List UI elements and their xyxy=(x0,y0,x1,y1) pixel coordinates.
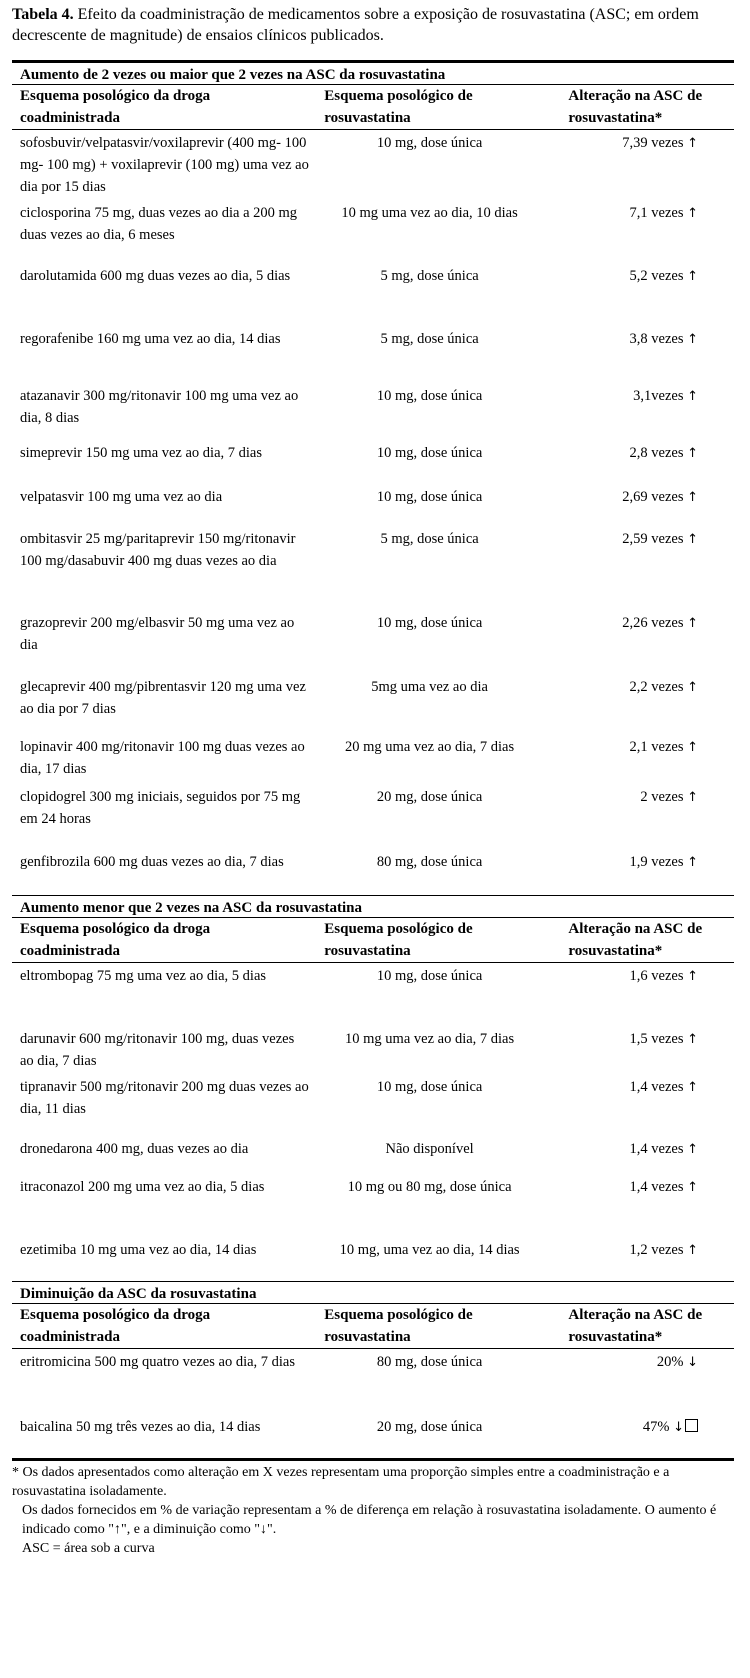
auc-change-value: 1,4 vezes xyxy=(629,1079,684,1095)
table-row xyxy=(12,1349,734,1414)
rosuvastatin-regimen-cell: 10 mg, dose única xyxy=(376,388,483,404)
rosuvastatin-regimen-cell: 5 mg, dose única xyxy=(380,331,479,347)
auc-change-value: 47% xyxy=(642,1419,670,1435)
auc-change-cell xyxy=(549,383,734,440)
table-row xyxy=(12,200,734,263)
drug-regimen-cell: ombitasvir 25 mg/paritaprevir 150 mg/ritonavir 100 mg/dasabuvir 400 mg duas vezes ao dia xyxy=(20,531,296,569)
auc-change-value: 1,2 vezes xyxy=(629,1242,684,1258)
auc-change-value: 2,1 vezes xyxy=(629,739,684,755)
section-title: Aumento de 2 vezes ou maior que 2 vezes na ASC da rosuvastatina xyxy=(12,63,734,85)
rosuvastatin-regimen-cell: 10 mg ou 80 mg, dose única xyxy=(347,1179,512,1195)
auc-change-cell xyxy=(549,849,734,895)
drug-regimen-cell: glecaprevir 400 mg/pibrentasvir 120 mg uma vez ao dia por 7 dias xyxy=(20,679,306,717)
auc-change-cell xyxy=(549,1026,734,1074)
arrow-up-icon: ↑ xyxy=(687,1032,698,1047)
footnote-1: * Os dados apresentados como alteração em X vezes representam uma proporção simples entre a coadministração e a rosuvastatina isoladamente. xyxy=(12,1465,670,1499)
auc-change-cell xyxy=(549,130,734,200)
auc-change-value: 2,26 vezes xyxy=(622,615,684,631)
section-title: Diminuição da ASC da rosuvastatina xyxy=(12,1282,734,1304)
auc-change-cell xyxy=(549,526,734,610)
drug-regimen-cell: ciclosporina 75 mg, duas vezes ao dia a 200 mg duas vezes ao dia, 6 meses xyxy=(20,205,298,243)
column-header: Esquema posológico da droga coadministrada xyxy=(20,1307,211,1345)
auc-change-cell xyxy=(549,1074,734,1136)
table-row xyxy=(12,484,734,526)
auc-change-value: 2,59 vezes xyxy=(622,531,684,547)
arrow-up-icon: ↑ xyxy=(687,790,698,805)
rosuvastatin-regimen-cell: 10 mg, dose única xyxy=(376,135,483,151)
column-header-row xyxy=(12,85,734,130)
arrow-up-icon: ↑ xyxy=(687,446,698,461)
table-section xyxy=(12,1282,734,1461)
drug-regimen-cell: darolutamida 600 mg duas vezes ao dia, 5 dias xyxy=(20,268,291,284)
column-header: Alteração na ASC de rosuvastatina* xyxy=(568,1307,703,1345)
interaction-table xyxy=(12,60,734,1461)
auc-change-cell xyxy=(549,440,734,484)
arrow-up-icon: ↑ xyxy=(687,1243,698,1258)
drug-regimen-cell: grazoprevir 200 mg/elbasvir 50 mg uma vez ao dia xyxy=(20,615,295,653)
arrow-down-icon: ↓ xyxy=(687,1355,698,1370)
rosuvastatin-regimen-cell: 5 mg, dose única xyxy=(380,531,479,547)
rosuvastatin-regimen-cell: 10 mg, dose única xyxy=(376,489,483,505)
auc-change-value: 2,8 vezes xyxy=(629,445,684,461)
table-row xyxy=(12,610,734,674)
auc-change-value: 7,1 vezes xyxy=(629,205,684,221)
empty-box-icon xyxy=(685,1419,698,1432)
auc-change-value: 2,69 vezes xyxy=(622,489,684,505)
auc-change-value: 3,8 vezes xyxy=(629,331,684,347)
table-caption xyxy=(12,4,712,46)
drug-regimen-cell: ezetimiba 10 mg uma vez ao dia, 14 dias xyxy=(20,1242,257,1258)
caption-label: Tabela 4. xyxy=(12,6,74,23)
arrow-up-icon: ↑ xyxy=(687,269,698,284)
drug-regimen-cell: lopinavir 400 mg/ritonavir 100 mg duas vezes ao dia, 17 dias xyxy=(20,739,305,777)
auc-change-cell xyxy=(549,484,734,526)
arrow-up-icon: ↑ xyxy=(687,740,698,755)
rosuvastatin-regimen-cell: 10 mg, dose única xyxy=(376,1079,483,1095)
drug-regimen-cell: tipranavir 500 mg/ritonavir 200 mg duas vezes ao dia, 11 dias xyxy=(20,1079,309,1117)
column-header: Esquema posológico de rosuvastatina xyxy=(324,88,473,126)
drug-regimen-cell: dronedarona 400 mg, duas vezes ao dia xyxy=(20,1141,249,1157)
auc-change-value: 3,1vezes xyxy=(633,388,684,404)
drug-regimen-cell: simeprevir 150 mg uma vez ao dia, 7 dias xyxy=(20,445,263,461)
table-row xyxy=(12,1414,734,1458)
arrow-up-icon: ↑ xyxy=(687,616,698,631)
arrow-up-icon: ↑ xyxy=(687,206,698,221)
auc-change-cell xyxy=(549,784,734,849)
auc-change-cell xyxy=(549,1414,734,1458)
auc-change-cell xyxy=(549,734,734,784)
footnote-2: Os dados fornecidos em % de variação representam a % de diferença em relação à rosuvastatina isoladamente. O aumento é indicado como "↑", e a diminuição como "↓". xyxy=(22,1503,717,1537)
arrow-up-icon: ↑ xyxy=(687,680,698,695)
table-row xyxy=(12,674,734,734)
arrow-up-icon: ↑ xyxy=(687,969,698,984)
table-section xyxy=(12,63,734,896)
arrow-up-icon: ↑ xyxy=(687,490,698,505)
rosuvastatin-regimen-cell: 10 mg, dose única xyxy=(376,615,483,631)
table-row xyxy=(12,383,734,440)
drug-regimen-cell: regorafenibe 160 mg uma vez ao dia, 14 dias xyxy=(20,331,281,347)
table-row xyxy=(12,440,734,484)
table-row xyxy=(12,263,734,326)
caption-text: Efeito da coadministração de medicamentos sobre a exposição de rosuvastatina (ASC; em ordem decrescente de magnitude) de ensaios clínicos publicados. xyxy=(12,6,699,44)
table-row xyxy=(12,1026,734,1074)
footnote-3: ASC = área sob a curva xyxy=(22,1541,155,1556)
auc-change-value: 20% xyxy=(656,1354,684,1370)
rosuvastatin-regimen-cell: 10 mg, dose única xyxy=(376,445,483,461)
rosuvastatin-regimen-cell: 20 mg, dose única xyxy=(376,1419,483,1435)
auc-change-cell xyxy=(549,963,734,1026)
arrow-up-icon: ↑ xyxy=(687,332,698,347)
column-header-row xyxy=(12,918,734,963)
table-row xyxy=(12,326,734,383)
auc-change-value: 2,2 vezes xyxy=(629,679,684,695)
column-header: Esquema posológico da droga coadministrada xyxy=(20,88,211,126)
drug-regimen-cell: eritromicina 500 mg quatro vezes ao dia, 7 dias xyxy=(20,1354,296,1370)
rosuvastatin-regimen-cell: 5 mg, dose única xyxy=(380,268,479,284)
drug-regimen-cell: darunavir 600 mg/ritonavir 100 mg, duas vezes ao dia, 7 dias xyxy=(20,1031,295,1069)
table-row xyxy=(12,784,734,849)
drug-regimen-cell: baicalina 50 mg três vezes ao dia, 14 dias xyxy=(20,1419,261,1435)
rosuvastatin-regimen-cell: Não disponível xyxy=(385,1141,474,1157)
table-row xyxy=(12,1237,734,1281)
column-header-row xyxy=(12,1304,734,1349)
column-header: Esquema posológico de rosuvastatina xyxy=(324,1307,473,1345)
rosuvastatin-regimen-cell: 10 mg, uma vez ao dia, 14 dias xyxy=(339,1242,520,1258)
column-header: Alteração na ASC de rosuvastatina* xyxy=(568,921,703,959)
auc-change-cell xyxy=(549,1349,734,1414)
auc-change-cell xyxy=(549,263,734,326)
auc-change-value: 1,4 vezes xyxy=(629,1179,684,1195)
rosuvastatin-regimen-cell: 5mg uma vez ao dia xyxy=(371,679,488,695)
auc-change-cell xyxy=(549,1136,734,1174)
auc-change-cell xyxy=(549,1237,734,1281)
arrow-up-icon: ↑ xyxy=(687,532,698,547)
table-section xyxy=(12,896,734,1282)
auc-change-value: 2 vezes xyxy=(640,789,684,805)
arrow-up-icon: ↑ xyxy=(687,1142,698,1157)
table-row xyxy=(12,1136,734,1174)
auc-change-value: 5,2 vezes xyxy=(629,268,684,284)
auc-change-cell xyxy=(549,674,734,734)
drug-regimen-cell: atazanavir 300 mg/ritonavir 100 mg uma vez ao dia, 8 dias xyxy=(20,388,299,426)
auc-change-value: 1,4 vezes xyxy=(629,1141,684,1157)
table-row xyxy=(12,849,734,895)
drug-regimen-cell: sofosbuvir/velpatasvir/voxilaprevir (400 mg- 100 mg- 100 mg) + voxilaprevir (100 mg) uma vez ao dia por 15 dias xyxy=(20,135,309,195)
drug-regimen-cell: genfibrozila 600 mg duas vezes ao dia, 7 dias xyxy=(20,854,284,870)
table-row xyxy=(12,1174,734,1237)
table-row xyxy=(12,526,734,610)
auc-change-cell xyxy=(549,1174,734,1237)
table-row xyxy=(12,963,734,1026)
auc-change-cell xyxy=(549,326,734,383)
arrow-up-icon: ↑ xyxy=(687,389,698,404)
column-header: Esquema posológico de rosuvastatina xyxy=(324,921,473,959)
rosuvastatin-regimen-cell: 10 mg uma vez ao dia, 10 dias xyxy=(341,205,518,221)
auc-change-value: 1,6 vezes xyxy=(629,968,684,984)
rosuvastatin-regimen-cell: 80 mg, dose única xyxy=(376,854,483,870)
arrow-up-icon: ↑ xyxy=(687,855,698,870)
rosuvastatin-regimen-cell: 20 mg uma vez ao dia, 7 dias xyxy=(345,739,515,755)
auc-change-value: 1,5 vezes xyxy=(629,1031,684,1047)
table-row xyxy=(12,130,734,200)
column-header: Alteração na ASC de rosuvastatina* xyxy=(568,88,703,126)
auc-change-cell xyxy=(549,610,734,674)
table-row xyxy=(12,1074,734,1136)
drug-regimen-cell: eltrombopag 75 mg uma vez ao dia, 5 dias xyxy=(20,968,267,984)
arrow-up-icon: ↑ xyxy=(687,1180,698,1195)
rosuvastatin-regimen-cell: 10 mg, dose única xyxy=(376,968,483,984)
drug-regimen-cell: itraconazol 200 mg uma vez ao dia, 5 dias xyxy=(20,1179,265,1195)
rosuvastatin-regimen-cell: 80 mg, dose única xyxy=(376,1354,483,1370)
section-title: Aumento menor que 2 vezes na ASC da rosuvastatina xyxy=(12,896,734,918)
footnotes xyxy=(12,1461,732,1558)
drug-regimen-cell: velpatasvir 100 mg uma vez ao dia xyxy=(20,489,223,505)
rosuvastatin-regimen-cell: 10 mg uma vez ao dia, 7 dias xyxy=(345,1031,515,1047)
auc-change-value: 7,39 vezes xyxy=(622,135,684,151)
drug-regimen-cell: clopidogrel 300 mg iniciais, seguidos por 75 mg em 24 horas xyxy=(20,789,301,827)
rosuvastatin-regimen-cell: 20 mg, dose única xyxy=(376,789,483,805)
arrow-up-icon: ↑ xyxy=(687,136,698,151)
arrow-up-icon: ↑ xyxy=(687,1080,698,1095)
arrow-down-icon: ↓ xyxy=(673,1420,684,1435)
auc-change-value: 1,9 vezes xyxy=(629,854,684,870)
table-row xyxy=(12,734,734,784)
column-header: Esquema posológico da droga coadministrada xyxy=(20,921,211,959)
auc-change-cell xyxy=(549,200,734,263)
